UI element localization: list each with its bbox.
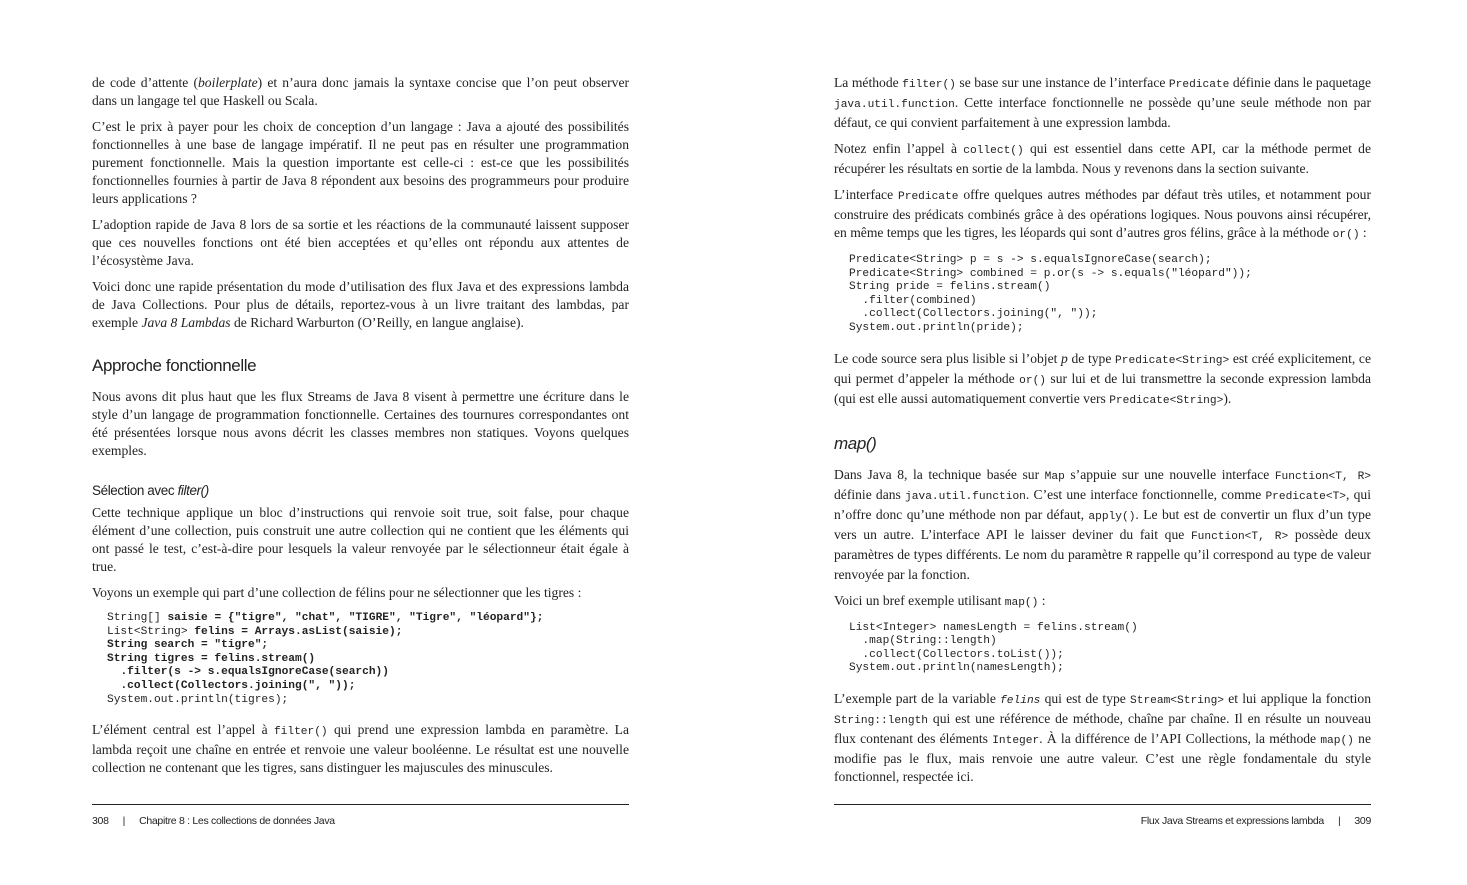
left-page	[92, 74, 629, 785]
right-page	[834, 74, 1371, 794]
code-line: .filter(combined)	[849, 294, 977, 307]
page-number: 309	[1354, 815, 1371, 827]
code-line: System.out.println(namesLength);	[849, 662, 1064, 675]
section-heading: Approche fonctionnelle	[92, 356, 257, 375]
code-line: .collect(Collectors.joining(", "));	[120, 679, 356, 692]
paragraph: Notez enfin l’appel à collect() qui est essentiel dans cette API, car la méthode permet de récupérer les résultats en sortie de la lambda. Nous y revenons dans la section suivante.	[834, 141, 1371, 176]
page-number: 308	[92, 815, 109, 827]
code-block	[849, 254, 1371, 336]
code-line: Predicate<String> combined = p.or(s -> s.equals("léopard"));	[849, 267, 1252, 280]
code-line: System.out.println(tigres);	[107, 693, 289, 706]
code-line: String search = "tigre";	[107, 639, 269, 652]
chapter-title: Flux Java Streams et expressions lambda	[1140, 815, 1324, 827]
subsection-heading: Sélection avec filter()	[92, 483, 209, 498]
paragraph: La méthode filter() se base sur une instance de l’interface Predicate définie dans le paquetage java.util.function. Cette interface fonctionnelle ne possède qu’une seule méthode non par défaut, ce qui convient parfaitement à une expression lambda.	[834, 75, 1371, 130]
paragraph: Le code source sera plus lisible si l’objet p de type Predicate<String> est créé explicitement, ce qui permet d’appeler la méthode or() sur lui et de lui transmettre la seconde expression lambda (qui est elle aussi automatiquement convertie vers Predicate<String>).	[834, 350, 1372, 407]
code-block	[849, 622, 1371, 676]
paragraph: Voyons un exemple qui part d’une collection de félins pour ne sélectionner que les tigres :	[92, 585, 582, 600]
code-line: String pride = felins.stream()	[849, 281, 1051, 294]
chapter-title: Chapitre 8 : Les collections de données Java	[139, 815, 335, 827]
code-line: .collect(Collectors.joining(", "));	[849, 308, 1098, 321]
code-block	[107, 612, 629, 707]
code-line: List<Integer> namesLength = felins.stream()	[849, 621, 1138, 634]
right-page-footer	[834, 804, 1371, 827]
paragraph: L’adoption rapide de Java 8 lors de sa sortie et les réactions de la communauté laissent supposer que ces nouvelles fonctions ont été bien acceptées et qu’elles ont répondu aux attentes de l’écosystème Java.	[92, 217, 629, 268]
paragraph: L’élément central est l’appel à filter() qui prend une expression lambda en paramètre. La lambda reçoit une chaîne en entrée et renvoie une valeur booléenne. Le résultat est une nouvelle collection ne contenant que les tigres, sans distinguer les majuscules des minuscules.	[92, 722, 630, 776]
code-line: .map(String::length)	[849, 635, 997, 648]
code-line: String[] saisie = {"tigre", "chat", "TIGRE", "Tigre", "léopard"};	[107, 612, 544, 624]
code-line: List<String> felins = Arrays.asList(saisie);	[107, 625, 403, 638]
left-page-footer	[92, 804, 629, 827]
paragraph: L’interface Predicate offre quelques autres méthodes par défaut très utiles, et notamment pour construire des prédicats combinés grâce à des opérations logiques. Nous pouvons ainsi récupérer, en même temps que les tigres, les léopards qui sont d’autres gros félins, grâce à la méthode or() :	[834, 187, 1371, 241]
code-line: .filter(s -> s.equalsIgnoreCase(search))	[120, 666, 389, 679]
code-line: .collect(Collectors.toList());	[849, 648, 1064, 661]
paragraph: Cette technique applique un bloc d’instructions qui renvoie soit true, soit false, pour chaque élément d’une collection, puis construit une autre collection qui ne contient que les éléments qui ont passé le test, c’est-à-dire pour lesquels la valeur renvoyée par le sélectionneur était égale à true.	[92, 505, 629, 574]
section-heading: map()	[834, 433, 877, 453]
code-line: System.out.println(pride);	[849, 321, 1024, 334]
paragraph: L’exemple part de la variable felins qui est de type Stream<String> et lui applique la fonction String::length qui est une référence de méthode, chaîne par chaîne. Il en résulte un nouveau flux contenant des éléments Integer. À la différence de l’API Collections, la méthode map() ne modifie pas le flux, mais renvoie une autre valeur. C’est une règle fondamentale du style fonctionnel, respectée ici.	[834, 690, 1372, 784]
paragraph: C’est le prix à payer pour les choix de conception d’un langage : Java a ajouté des possibilités fonctionnelles à une base de langage impératif. Il ne peut pas en résulter une programmation purement fonctionnelle. Mais la question importante est celle-ci : est-ce que les possibilités fonctionnelles fournies à partir de Java 8 répondent aux besoins des programmeurs pour produire leurs applications ?	[92, 119, 629, 206]
paragraph: Nous avons dit plus haut que les flux Streams de Java 8 visent à permettre une écriture dans le style d’un langage de programmation fonctionnelle. Certaines des tournures correspondantes ont été présentées lorsque nous avons décrit les classes membres non statiques. Voyons quelques exemples.	[92, 389, 629, 458]
paragraph: Voici un bref exemple utilisant map() :	[834, 592, 1046, 609]
code-line: Predicate<String> p = s -> s.equalsIgnoreCase(search);	[849, 254, 1212, 266]
footer-separator: |	[122, 815, 126, 827]
code-line: String tigres = felins.stream()	[107, 652, 316, 665]
paragraph: Voici donc une rapide présentation du mode d’utilisation des flux Java et des expressions lambda de Java Collections. Pour plus de détails, reportez-vous à un livre traitant des lambdas, par exemple Java 8 Lambdas de Richard Warburton (O’Reilly, en langue anglaise).	[92, 279, 629, 330]
paragraph: de code d’attente (boilerplate) et n’aura donc jamais la syntaxe concise que l’on peut observer dans un langage tel que Haskell ou Scala.	[92, 75, 630, 108]
paragraph: Dans Java 8, la technique basée sur Map s’appuie sur une nouvelle interface Function<T, R> définie dans java.util.function. C’est une interface fonctionnelle, comme Predicate<T>, qui n’offre donc qu’une méthode non par défaut, apply(). Le but est de convertir un flux d’un type vers un autre. L’interface API le laisser deviner du fait que Function<T, R> possède deux paramètres de types différents. Le nom du paramètre R rappelle qu’il correspond au type de valeur renvoyée par la fonction.	[834, 466, 1371, 582]
footer-separator: |	[1337, 815, 1341, 827]
